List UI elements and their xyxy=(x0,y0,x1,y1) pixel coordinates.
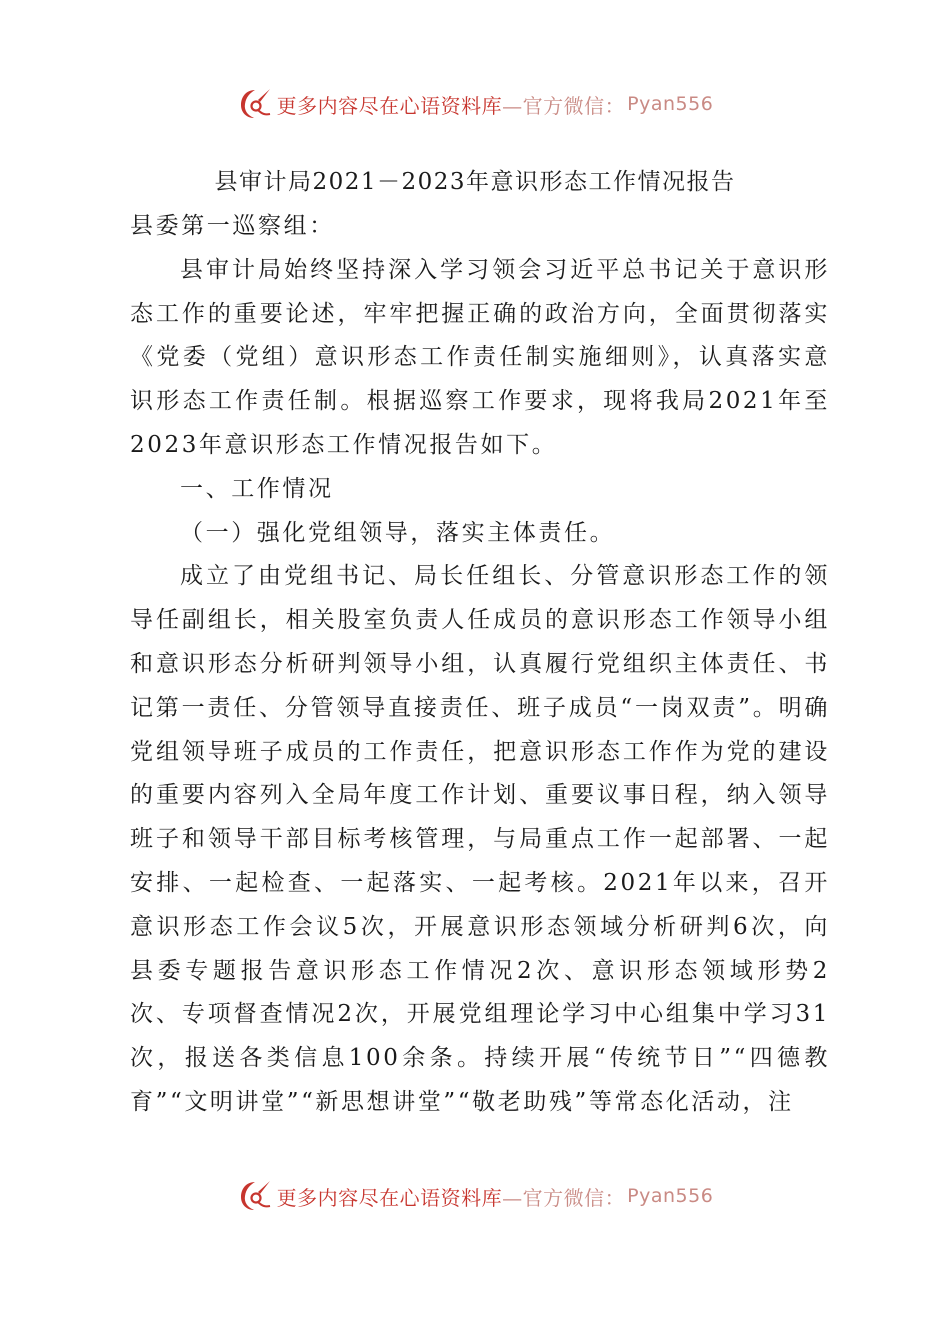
document-body xyxy=(130,205,830,1125)
wechat-id: Pyan556 xyxy=(627,93,714,115)
section-heading: 一、工作情况 xyxy=(180,475,334,502)
quill-pen-logo-icon xyxy=(237,1178,273,1214)
header-watermark-banner xyxy=(0,84,950,124)
intro-paragraph: 县审计局始终坚持深入学习领会习近平总书记关于意识形态工作的重要论述，牢牢把握正确的政治方向，全面贯彻落实《党委（党组）意识形态工作责任制实施细则》，认真落实意识形态工作责任制。根据巡察工作要求，现将我局2021年至2023年意识形态工作情况报告如下。 xyxy=(130,256,830,458)
document-title: 县审计局2021－2023年意识形态工作情况报告 xyxy=(214,169,736,195)
quill-pen-logo-icon xyxy=(237,86,273,122)
subsection-heading: （一）强化党组领导，落实主体责任。 xyxy=(180,519,616,546)
library-watermark-text: 更多内容尽在心语资料库 xyxy=(276,1185,503,1210)
salutation: 县委第一巡察组： xyxy=(130,213,335,239)
wechat-id: Pyan556 xyxy=(627,1185,714,1207)
wechat-label: —官方微信： xyxy=(502,93,626,118)
body-paragraph: 成立了由党组书记、局长任组长、分管意识形态工作的领导任副组长，相关股室负责人任成员的意识形态工作领导小组和意识形态分析研判领导小组，认真履行党组织主体责任、书记第一责任、分管领导直接责任、班子成员“一岗双责”。明确党组领导班子成员的工作责任，把意识形态工作作为党的建设的重要内容列入全局年度工作计划、重要议事日程，纳入领导班子和领导干部目标考核管理，与局重点工作一起部署、一起安排、一起检查、一起落实、一起考核。2021年以来，召开意识形态工作会议5次，开展意识形态领域分析研判6次，向县委专题报告意识形态工作情况2次、意识形态领域形势2次、专项督查情况2次，开展党组理论学习中心组集中学习31次，报送各类信息100余条。持续开展“传统节日”“四德教育”“文明讲堂”“新思想讲堂”“敬老助残”等常态化活动，注 xyxy=(130,563,830,1115)
library-watermark-text: 更多内容尽在心语资料库 xyxy=(276,93,503,118)
wechat-label: —官方微信： xyxy=(502,1185,626,1210)
footer-watermark-banner xyxy=(0,1176,950,1216)
